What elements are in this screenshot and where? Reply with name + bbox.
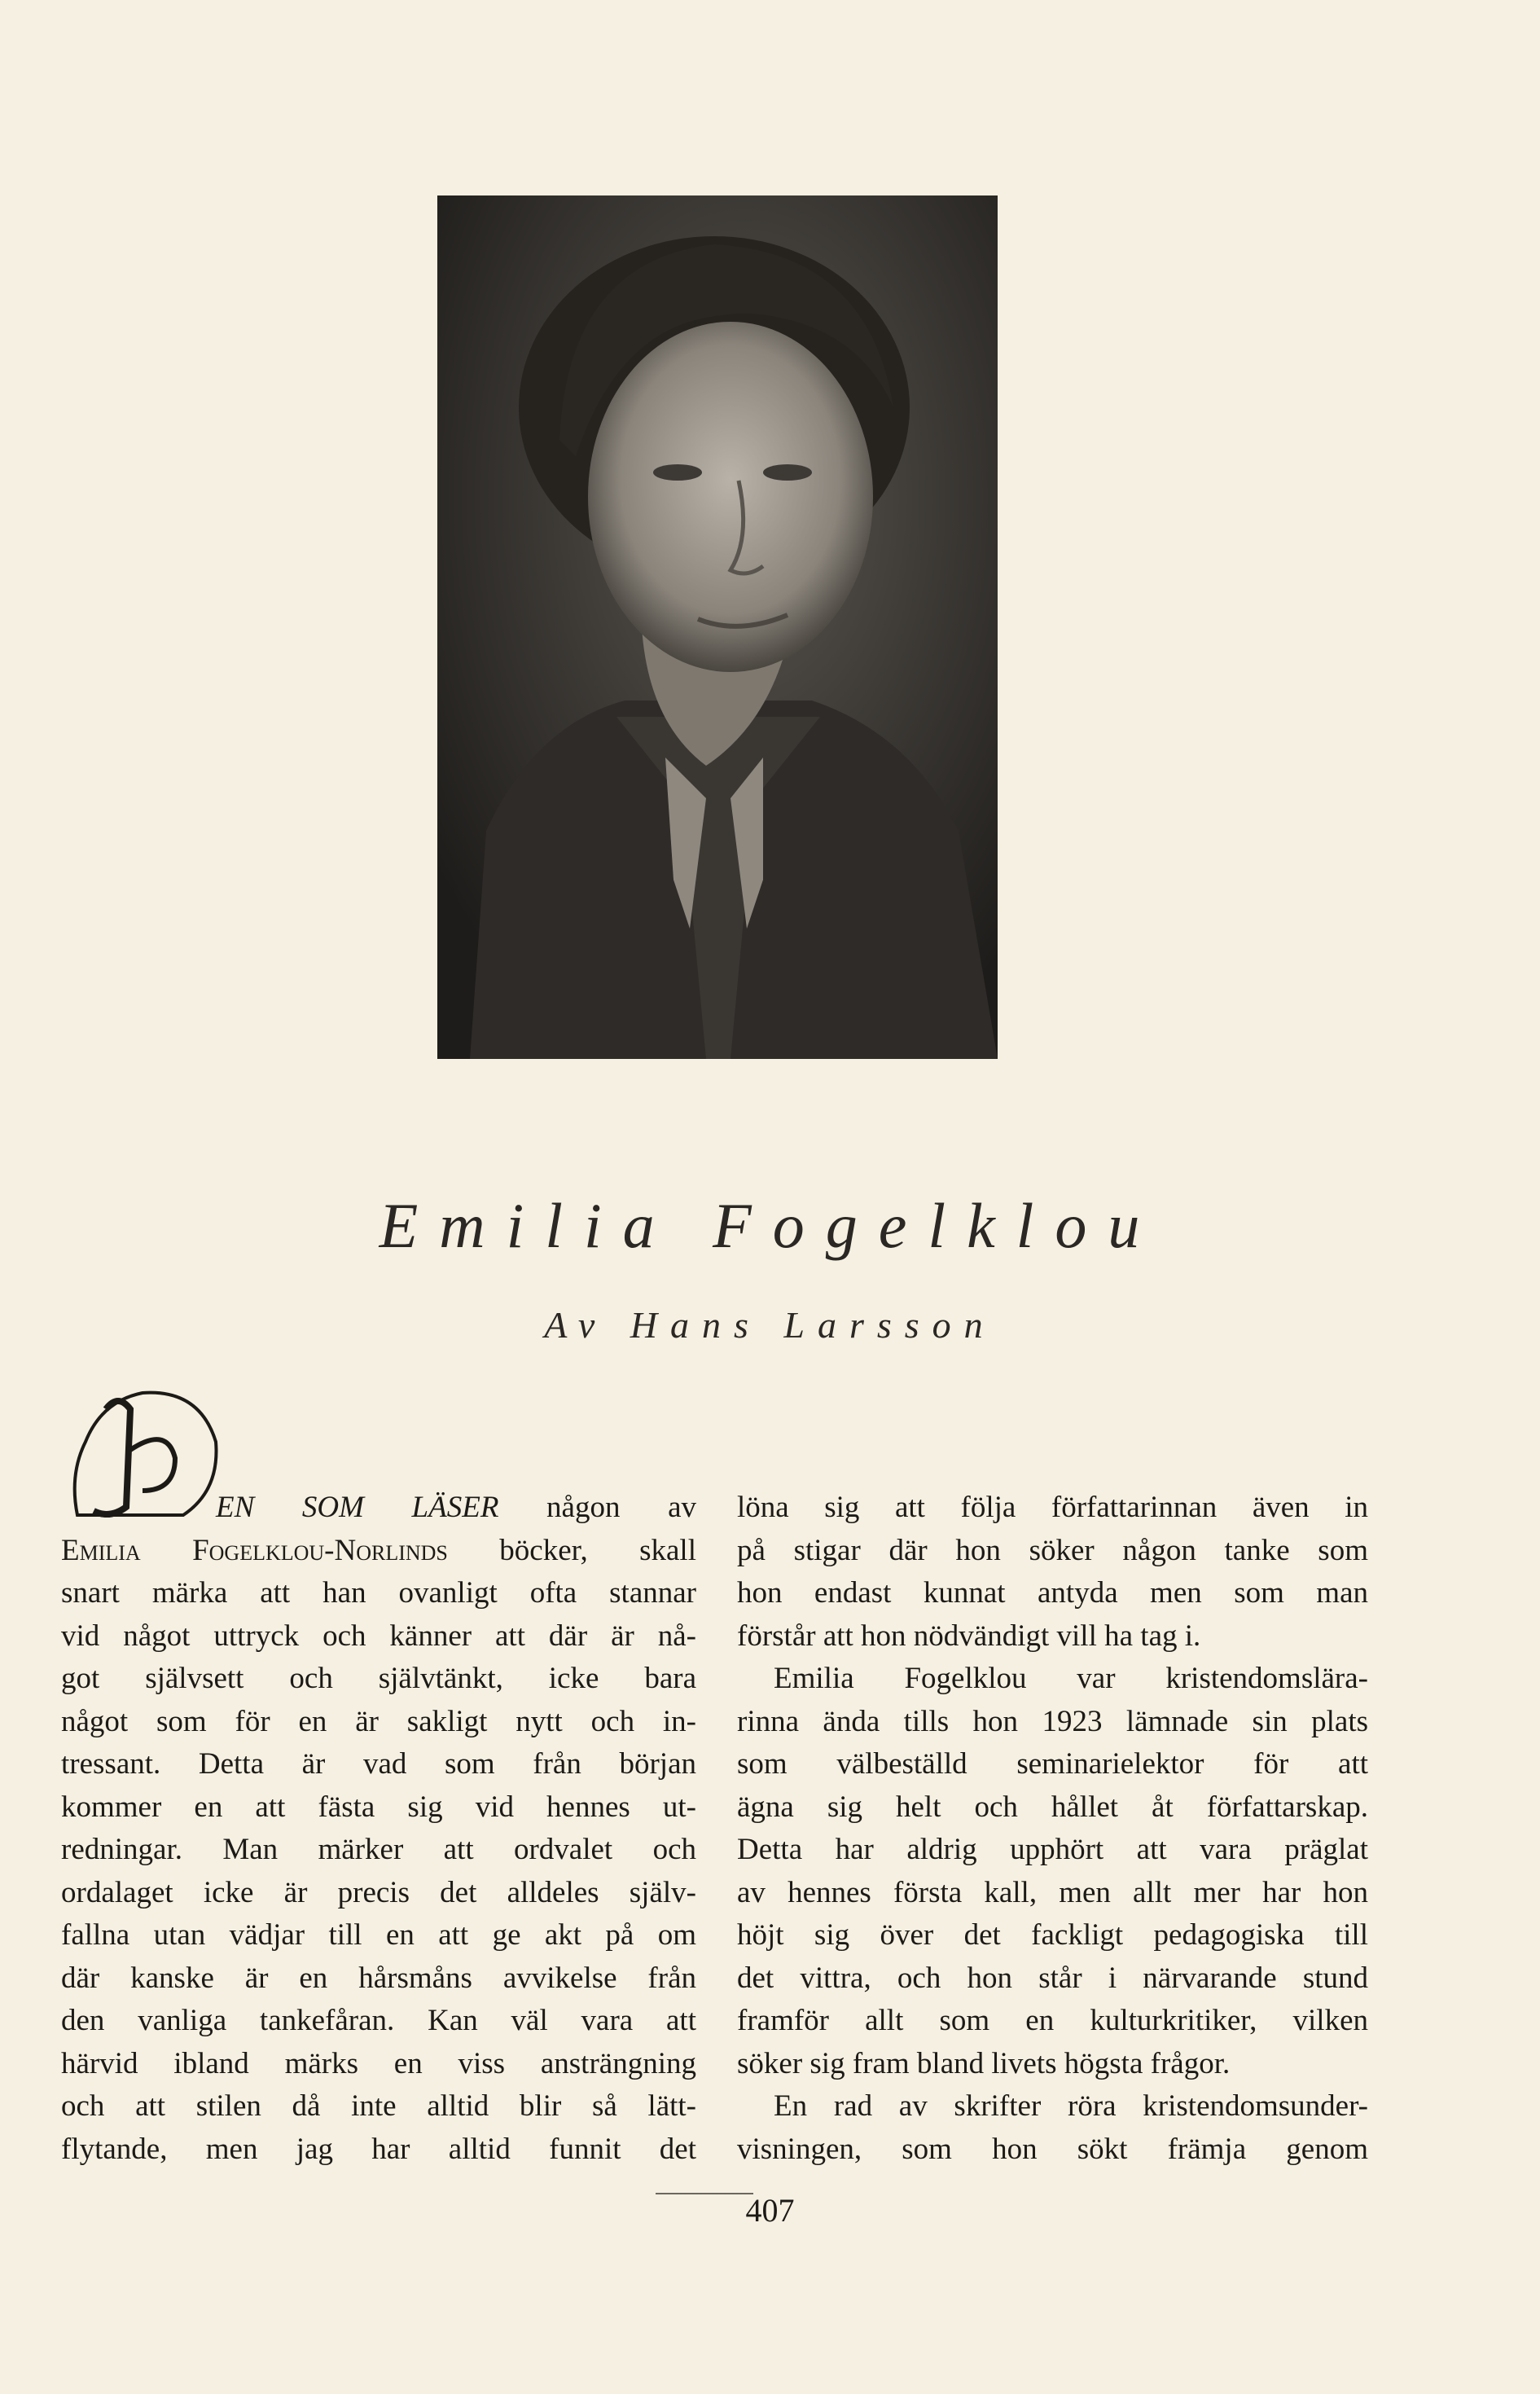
line-text: där kanske är en hårsmåns avvikelse från: [61, 1961, 696, 1995]
line-text: löna sig att följa författarinnan även in: [737, 1491, 1368, 1524]
page-number: 407: [745, 2192, 795, 2229]
text-line: [737, 1615, 1368, 1658]
line-text: Detta har aldrig upphört att vara präglat: [737, 1833, 1368, 1866]
text-line: [61, 1530, 696, 1573]
text-line: [737, 2085, 1368, 2128]
text-line: [737, 1957, 1368, 2001]
text-line: [61, 1872, 696, 1915]
line-text: det vittra, och hon står i närvarande stund: [737, 1961, 1368, 1995]
line-text: som välbeställd seminarielektor för att: [737, 1747, 1368, 1781]
line-text: En rad av skrifter röra kristendomsunder-: [774, 2089, 1368, 2123]
text-line: [61, 2000, 696, 2043]
text-line: [737, 1701, 1368, 1744]
line-text: redningar. Man märker att ordvalet och: [61, 1833, 696, 1866]
line-text: visningen, som hon sökt främja genom: [737, 2132, 1368, 2166]
line-text: ägna sig helt och hållet åt författarskap.: [737, 1790, 1368, 1824]
text-line: [737, 2043, 1368, 2086]
line-text: och att stilen då inte alltid blir så lätt-: [61, 2089, 696, 2123]
text-line: [737, 1914, 1368, 1957]
line-text: söker sig fram bland livets högsta frågor.: [737, 2046, 1231, 2080]
line-text: ordalaget icke är precis det alldeles själv-: [61, 1875, 696, 1909]
line-text: fallna utan vädjar till en att ge akt på om: [61, 1918, 696, 1952]
opening-words: EN SOM LÄSER: [216, 1491, 499, 1524]
line-text: snart märka att han ovanligt ofta stannar: [61, 1576, 696, 1610]
line-text: böcker, skall: [447, 1533, 696, 1567]
line-text: Emilia Fogelklou var kristendomslära-: [774, 1662, 1368, 1695]
author-name: Emilia Fogelklou-Norlinds: [61, 1533, 448, 1567]
line-text: framför allt som en kulturkritiker, vilken: [737, 2004, 1368, 2037]
text-line: [61, 1615, 696, 1658]
right-column: [737, 1487, 1368, 2171]
line-text: rinna ända tills hon 1923 lämnade sin plats: [737, 1704, 1368, 1738]
text-line: [61, 1743, 696, 1786]
line-text: på stigar där hon söker någon tanke som: [737, 1533, 1368, 1567]
text-line: [61, 1957, 696, 2001]
text-line: [737, 1743, 1368, 1786]
line-text: av hennes första kall, men allt mer har hon: [737, 1875, 1368, 1909]
line-text: tressant. Detta är vad som från början: [61, 1747, 696, 1781]
text-line: [737, 2000, 1368, 2043]
text-line: [737, 2128, 1368, 2172]
text-line: [61, 2085, 696, 2128]
line-text: hon endast kunnat antyda men som man: [737, 1576, 1368, 1610]
text-line: [61, 1786, 696, 1830]
text-line: [61, 1658, 696, 1701]
line-text: härvid ibland märks en viss ansträngning: [61, 2046, 696, 2080]
text-line: [61, 2128, 696, 2172]
portrait-photo: [437, 195, 998, 1059]
text-line: [737, 1530, 1368, 1573]
text-line: [61, 2043, 696, 2086]
line-text: kommer en att fästa sig vid hennes ut-: [61, 1790, 696, 1824]
text-line: [737, 1487, 1368, 1530]
text-line: [737, 1572, 1368, 1615]
line-text: någon av: [498, 1491, 696, 1524]
line-text: vid något uttryck och känner att där är nå-: [61, 1619, 696, 1653]
text-line: [61, 1701, 696, 1744]
left-column: [61, 1487, 696, 2171]
portrait-image: [437, 195, 998, 1059]
line-text: något som för en är sakligt nytt och in-: [61, 1704, 696, 1738]
text-line: [61, 1914, 696, 1957]
article-title: Emilia Fogelklou: [379, 1190, 1161, 1261]
line-text: got självsett och självtänkt, icke bara: [61, 1662, 696, 1695]
line-text: den vanliga tankefåran. Kan väl vara att: [61, 2004, 696, 2037]
text-line: [737, 1658, 1368, 1701]
text-line: [737, 1829, 1368, 1872]
line-text: flytande, men jag har alltid funnit det: [61, 2132, 696, 2166]
text-line: [737, 1872, 1368, 1915]
text-line: [61, 1487, 696, 1530]
text-line: [61, 1829, 696, 1872]
line-text: förstår att hon nödvändigt vill ha tag i.: [737, 1619, 1201, 1653]
article-byline: Av Hans Larsson: [544, 1304, 996, 1346]
text-line: [737, 1786, 1368, 1830]
text-line: [61, 1572, 696, 1615]
line-text: höjt sig över det fackligt pedagogiska till: [737, 1918, 1368, 1952]
